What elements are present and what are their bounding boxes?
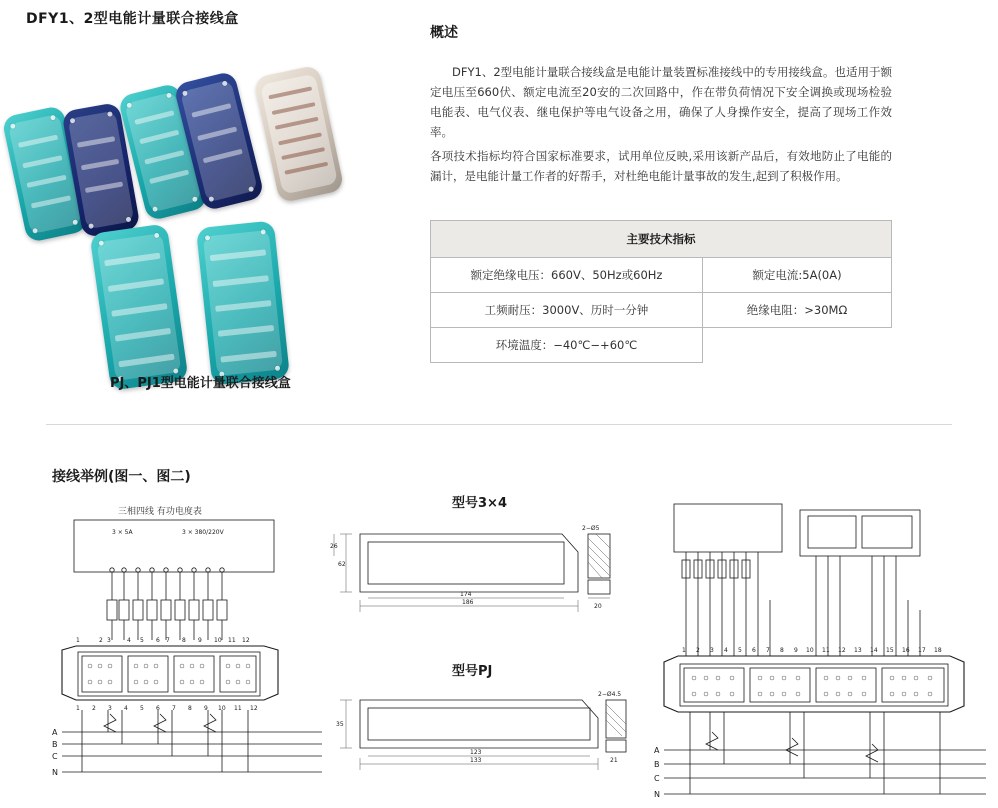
wiring-diagram-left (52, 514, 332, 804)
spec-cell: 环境温度：−40℃−+60℃ (431, 328, 703, 363)
svg-text:4: 4 (124, 705, 128, 712)
svg-text:8: 8 (188, 705, 192, 712)
svg-text:5: 5 (140, 705, 144, 712)
dim-21: 21 (610, 757, 618, 764)
svg-text:4: 4 (127, 637, 131, 644)
svg-text:8: 8 (182, 637, 186, 644)
photo-caption: PJ、PJ1型电能计量联合接线盒 (110, 376, 291, 391)
table-row (431, 293, 892, 328)
svg-text:6: 6 (156, 705, 160, 712)
svg-text:7: 7 (766, 647, 770, 654)
meter-label: 三相四线 有功电度表 (118, 507, 202, 517)
meter-sub-left: 3 × 5A (112, 529, 133, 536)
svg-text:7: 7 (172, 705, 176, 712)
table-row-header (431, 221, 892, 258)
spec-cell: 绝缘电阻：>30MΩ (703, 293, 892, 328)
table-row (431, 328, 892, 363)
svg-text:A: A (654, 746, 660, 755)
dim-20: 20 (594, 603, 602, 610)
overview-text (430, 62, 892, 190)
dim-hole-pj: 2−Ø4.5 (598, 691, 622, 698)
svg-text:10: 10 (218, 705, 226, 712)
svg-text:4: 4 (724, 647, 728, 654)
diagram-label-3x4: 型号3×4 (452, 496, 507, 511)
svg-text:11: 11 (228, 637, 236, 644)
svg-text:2: 2 (696, 647, 700, 654)
svg-text:18: 18 (934, 647, 942, 654)
diagram-label-pj: 型号PJ (452, 664, 493, 679)
svg-text:N: N (52, 768, 58, 777)
svg-text:A: A (52, 728, 58, 737)
spec-cell: 工频耐压：3000V、历时一分钟 (431, 293, 703, 328)
dim-186: 186 (462, 599, 474, 606)
svg-text:14: 14 (870, 647, 878, 654)
svg-text:9: 9 (204, 705, 208, 712)
spec-table (430, 220, 892, 363)
svg-text:6: 6 (752, 647, 756, 654)
overview-paragraph-2: 各项技术指标均符合国家标准要求，试用单位反映,采用该新产品后，有效地防止了电能的漏计，是电能计量工作者的好帮手，对杜绝电能计量事故的发生,起到了积极作用。 (430, 149, 892, 183)
table-row (431, 258, 892, 293)
dim-174: 174 (460, 591, 472, 598)
svg-text:2: 2 (92, 705, 96, 712)
svg-text:5: 5 (140, 637, 144, 644)
svg-text:11: 11 (822, 647, 830, 654)
section-divider (46, 424, 952, 425)
dim-35: 35 (336, 721, 344, 728)
svg-text:C: C (52, 752, 58, 761)
svg-text:3: 3 (107, 637, 111, 644)
spec-cell: 额定绝缘电压：660V、50Hz或60Hz (431, 258, 703, 293)
svg-text:C: C (654, 774, 660, 783)
svg-text:10: 10 (806, 647, 814, 654)
svg-text:N: N (654, 790, 660, 799)
svg-text:9: 9 (198, 637, 202, 644)
svg-text:9: 9 (794, 647, 798, 654)
meter-sub-right: 3 × 380/220V (182, 529, 224, 536)
spec-cell-empty (703, 328, 892, 363)
svg-text:1: 1 (76, 705, 80, 712)
svg-text:3: 3 (108, 705, 112, 712)
dim-hole: 2−Ø5 (582, 525, 600, 532)
svg-text:12: 12 (250, 705, 258, 712)
svg-text:B: B (52, 740, 58, 749)
dim-123: 123 (470, 749, 482, 756)
svg-text:B: B (654, 760, 660, 769)
svg-text:16: 16 (902, 647, 910, 654)
svg-text:8: 8 (780, 647, 784, 654)
wiring-diagram-right (650, 500, 990, 808)
svg-text:13: 13 (854, 647, 862, 654)
device-photo-teal-large-1 (89, 223, 188, 390)
svg-text:12: 12 (838, 647, 846, 654)
svg-text:3: 3 (710, 647, 714, 654)
spec-cell: 额定电流:5A(0A) (703, 258, 892, 293)
spec-table-header: 主要技术指标 (431, 221, 892, 258)
wiring-section-title: 接线举例(图一、图二) (52, 469, 191, 485)
svg-text:10: 10 (214, 637, 222, 644)
svg-text:1: 1 (76, 637, 80, 644)
dim-62: 62 (338, 561, 346, 568)
svg-text:2: 2 (99, 637, 103, 644)
svg-text:15: 15 (886, 647, 894, 654)
svg-text:12: 12 (242, 637, 250, 644)
svg-text:6: 6 (156, 637, 160, 644)
overview-heading: 概述 (430, 25, 458, 41)
svg-text:11: 11 (234, 705, 242, 712)
svg-text:7: 7 (166, 637, 170, 644)
device-photo-teal-large-2 (196, 220, 290, 385)
dimension-diagram-3x4 (330, 522, 640, 632)
dim-133: 133 (470, 757, 482, 764)
dim-26: 26 (330, 543, 338, 550)
dimension-diagram-pj (330, 686, 640, 786)
svg-text:5: 5 (738, 647, 742, 654)
svg-text:1: 1 (682, 647, 686, 654)
device-photo-clear (253, 65, 344, 204)
overview-paragraph-1: DFY1、2型电能计量联合接线盒是电能计量装置标准接线中的专用接线盒。也适用于额定电压至660伏、额定电流至20安的二次回路中，作在带负荷情况下安全调换或现场检验电能表、电气仪表、继电保护等电气设备之用，确保了人身操作安全，提高了现场工作效率。 (430, 65, 892, 139)
product-photo-collage (8, 32, 408, 372)
svg-text:17: 17 (918, 647, 926, 654)
product-title: DFY1、2型电能计量联合接线盒 (26, 11, 239, 27)
